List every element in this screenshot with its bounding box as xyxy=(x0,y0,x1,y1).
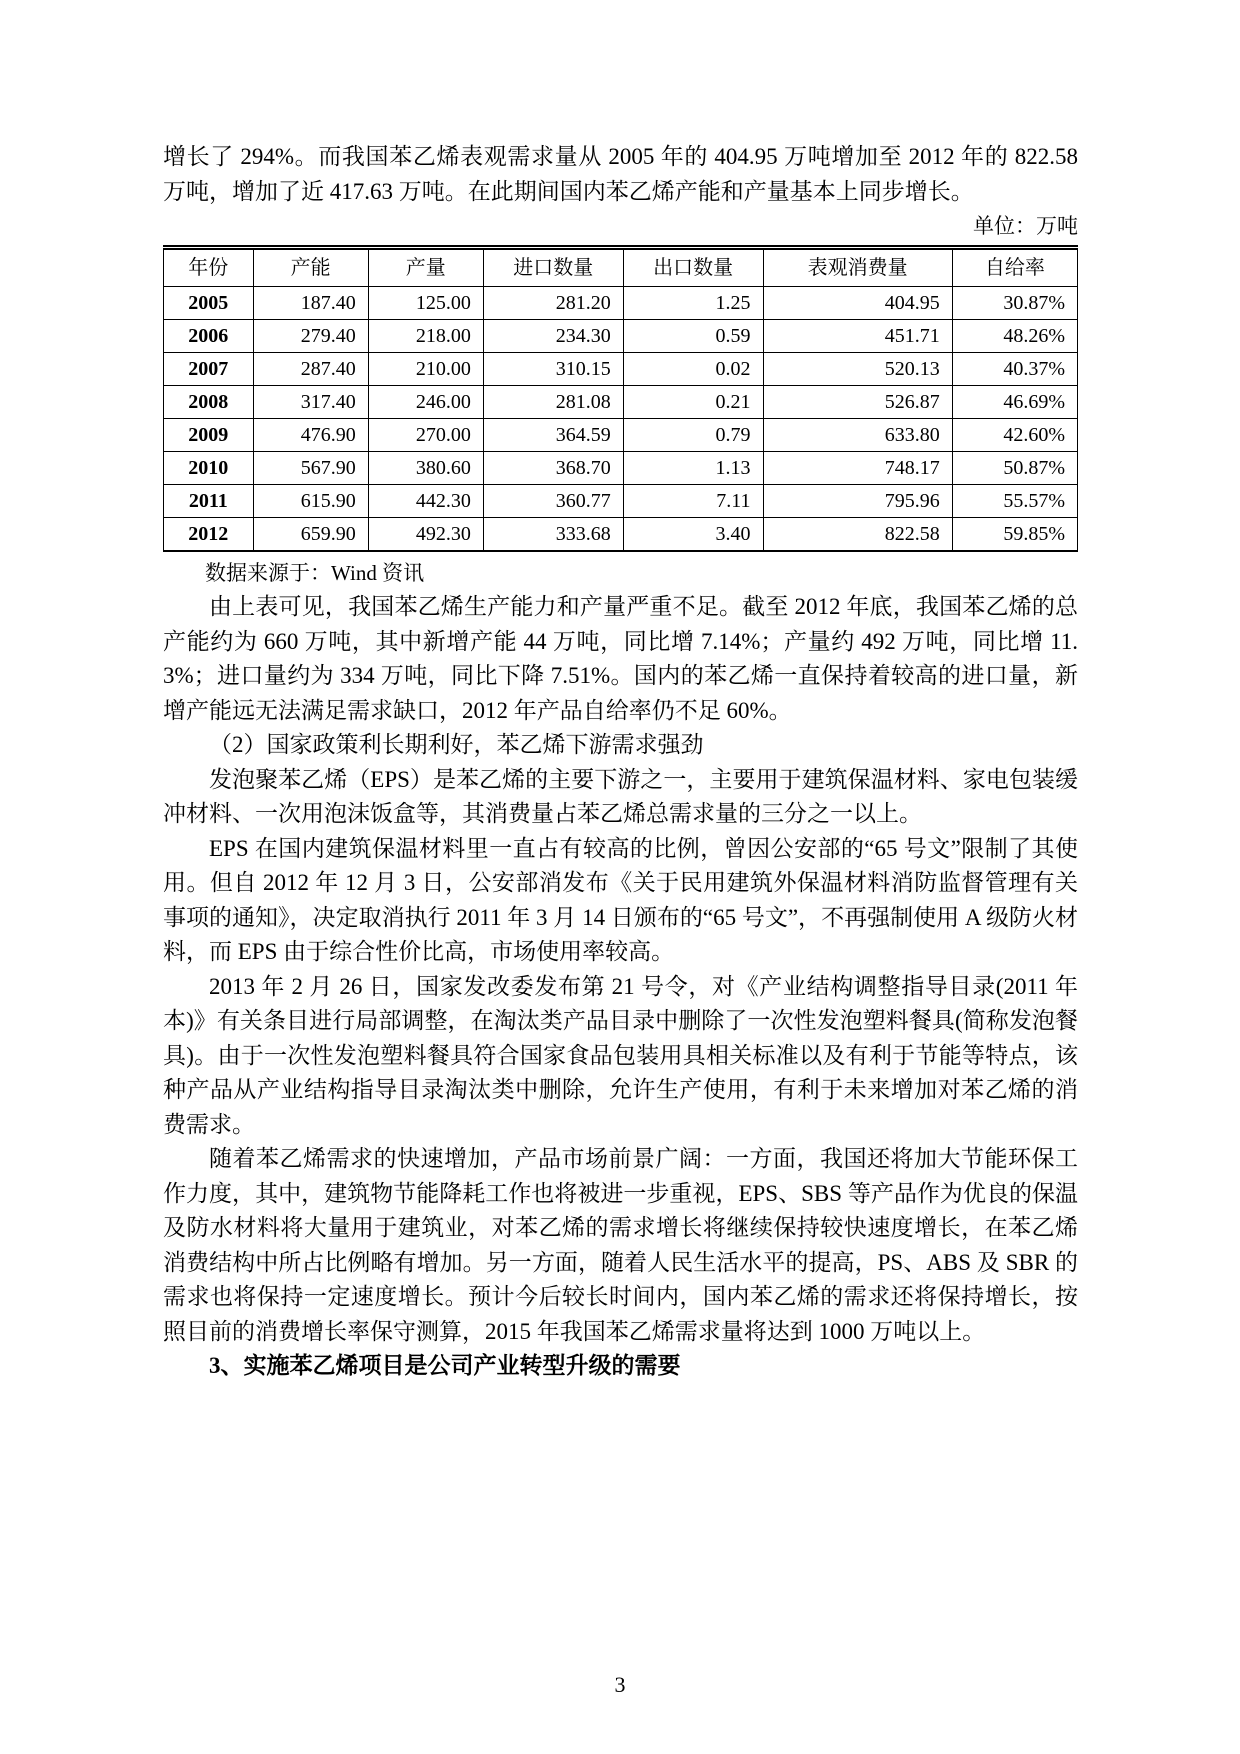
value-cell: 364.59 xyxy=(483,419,623,452)
value-cell: 633.80 xyxy=(763,419,952,452)
data-source-note: 数据来源于：Wind 资讯 xyxy=(205,561,425,585)
styrene-consumption-table xyxy=(163,245,1078,552)
value-cell: 281.20 xyxy=(483,287,623,320)
table-row xyxy=(164,419,1078,452)
value-cell: 281.08 xyxy=(483,386,623,419)
value-cell: 30.87% xyxy=(952,287,1077,320)
paragraph-eps-intro: 发泡聚苯乙烯（EPS）是苯乙烯的主要下游之一，主要用于建筑保温材料、家电包装缓冲材料、一次用泡沫饭盒等，其消费量占苯乙烯总需求量的三分之一以上。 xyxy=(163,766,1078,826)
value-cell: 0.21 xyxy=(623,386,763,419)
value-cell: 451.71 xyxy=(763,320,952,353)
value-cell: 476.90 xyxy=(253,419,368,452)
value-cell: 287.40 xyxy=(253,353,368,386)
value-cell: 1.13 xyxy=(623,452,763,485)
value-cell: 333.68 xyxy=(483,518,623,552)
value-cell: 317.40 xyxy=(253,386,368,419)
year-cell: 2006 xyxy=(164,320,254,353)
value-cell: 55.57% xyxy=(952,485,1077,518)
value-cell: 42.60% xyxy=(952,419,1077,452)
year-cell: 2005 xyxy=(164,287,254,320)
table-row xyxy=(164,485,1078,518)
table-header-cell: 进口数量 xyxy=(483,248,623,287)
year-cell: 2012 xyxy=(164,518,254,552)
value-cell: 404.95 xyxy=(763,287,952,320)
table-header-cell: 出口数量 xyxy=(623,248,763,287)
value-cell: 1.25 xyxy=(623,287,763,320)
value-cell: 0.02 xyxy=(623,353,763,386)
value-cell: 279.40 xyxy=(253,320,368,353)
paragraph-eps-policy: EPS 在国内建筑保温材料里一直占有较高的比例，曾因公安部的“65 号文”限制了其使用。但自 2012 年 12 月 3 日，公安部消发布《关于民用建筑外保温材料消防监督管理有关事项的通知》，决定取消执行 2011 年 3 月 14 日颁布的“65 号文”，不再强制使用 A 级防火材料，而 EPS 由于综合性价比高，市场使用率较高。 xyxy=(163,835,1078,964)
value-cell: 0.59 xyxy=(623,320,763,353)
table-header-cell: 产量 xyxy=(368,248,483,287)
value-cell: 7.11 xyxy=(623,485,763,518)
value-cell: 310.15 xyxy=(483,353,623,386)
value-cell: 0.79 xyxy=(623,419,763,452)
value-cell: 368.70 xyxy=(483,452,623,485)
table-header-row xyxy=(164,248,1078,287)
table-unit-label: 单位：万吨 xyxy=(973,214,1078,238)
paragraph-outlook: 随着苯乙烯需求的快速增加，产品市场前景广阔：一方面，我国还将加大节能环保工作力度，其中，建筑物节能降耗工作也将被进一步重视，EPS、SBS 等产品作为优良的保温及防水材料将大量用于建筑业，对苯乙烯的需求增长将继续保持较快速度增长，在苯乙烯消费结构中所占比例略有增加。另一方面，随着人民生活水平的提高，PS、ABS 及 SBR 的需求也将保持一定速度增长。预计今后较长时间内，国内苯乙烯的需求还将保持增长，按照目前的消费增长率保守测算，2015 年我国苯乙烯需求量将达到 1000 万吨以上。 xyxy=(163,1146,1078,1344)
paragraph-ndrc-policy: 2013 年 2 月 26 日，国家发改委发布第 21 号令，对《产业结构调整指导目录(2011 年本)》有关条目进行局部调整，在淘汰类产品目录中删除了一次性发泡塑料餐具(简称发泡餐具)。由于一次性发泡塑料餐具符合国家食品包装用具相关标准以及有利于节能等特点，该种产品从产业结构指导目录淘汰类中删除，允许生产使用，有利于未来增加对苯乙烯的消费需求。 xyxy=(163,973,1078,1137)
table-row xyxy=(164,287,1078,320)
year-cell: 2007 xyxy=(164,353,254,386)
paragraph-analysis: 由上表可见，我国苯乙烯生产能力和产量严重不足。截至 2012 年底，我国苯乙烯的总产能约为 660 万吨，其中新增产能 44 万吨，同比增 7.14%；产量约 492 万吨，同比增 11.3%；进口量约为 334 万吨，同比下降 7.51%。国内的苯乙烯一直保持着较高的进口量，新增产能远无法满足需求缺口，2012 年产品自给率仍不足 60%。 xyxy=(163,594,1078,723)
paragraph-intro: 增长了 294%。而我国苯乙烯表观需求量从 2005 年的 404.95 万吨增加至 2012 年的 822.58 万吨，增加了近 417.63 万吨。在此期间国内苯乙烯产能和产量基本上同步增长。 xyxy=(163,144,1078,204)
value-cell: 46.69% xyxy=(952,386,1077,419)
table-row xyxy=(164,386,1078,419)
heading-transform: 3、实施苯乙烯项目是公司产业转型升级的需要 xyxy=(209,1353,681,1378)
value-cell: 210.00 xyxy=(368,353,483,386)
value-cell: 50.87% xyxy=(952,452,1077,485)
table-row xyxy=(164,452,1078,485)
value-cell: 187.40 xyxy=(253,287,368,320)
value-cell: 125.00 xyxy=(368,287,483,320)
value-cell: 442.30 xyxy=(368,485,483,518)
table-header-cell: 年份 xyxy=(164,248,254,287)
year-cell: 2008 xyxy=(164,386,254,419)
table-header-cell: 自给率 xyxy=(952,248,1077,287)
table-row xyxy=(164,353,1078,386)
value-cell: 526.87 xyxy=(763,386,952,419)
value-cell: 218.00 xyxy=(368,320,483,353)
value-cell: 567.90 xyxy=(253,452,368,485)
value-cell: 615.90 xyxy=(253,485,368,518)
value-cell: 659.90 xyxy=(253,518,368,552)
table-header-cell: 产能 xyxy=(253,248,368,287)
table-row xyxy=(164,518,1078,552)
value-cell: 48.26% xyxy=(952,320,1077,353)
year-cell: 2011 xyxy=(164,485,254,518)
heading-policy: （2）国家政策利长期利好，苯乙烯下游需求强劲 xyxy=(209,732,704,757)
value-cell: 246.00 xyxy=(368,386,483,419)
year-cell: 2009 xyxy=(164,419,254,452)
table-row xyxy=(164,320,1078,353)
value-cell: 380.60 xyxy=(368,452,483,485)
value-cell: 492.30 xyxy=(368,518,483,552)
value-cell: 3.40 xyxy=(623,518,763,552)
value-cell: 520.13 xyxy=(763,353,952,386)
year-cell: 2010 xyxy=(164,452,254,485)
page-number: 3 xyxy=(614,1672,626,1697)
value-cell: 822.58 xyxy=(763,518,952,552)
table-header-cell: 表观消费量 xyxy=(763,248,952,287)
value-cell: 59.85% xyxy=(952,518,1077,552)
value-cell: 40.37% xyxy=(952,353,1077,386)
value-cell: 795.96 xyxy=(763,485,952,518)
table-body xyxy=(164,287,1078,552)
value-cell: 234.30 xyxy=(483,320,623,353)
value-cell: 360.77 xyxy=(483,485,623,518)
value-cell: 748.17 xyxy=(763,452,952,485)
page-content xyxy=(163,140,1078,1384)
value-cell: 270.00 xyxy=(368,419,483,452)
